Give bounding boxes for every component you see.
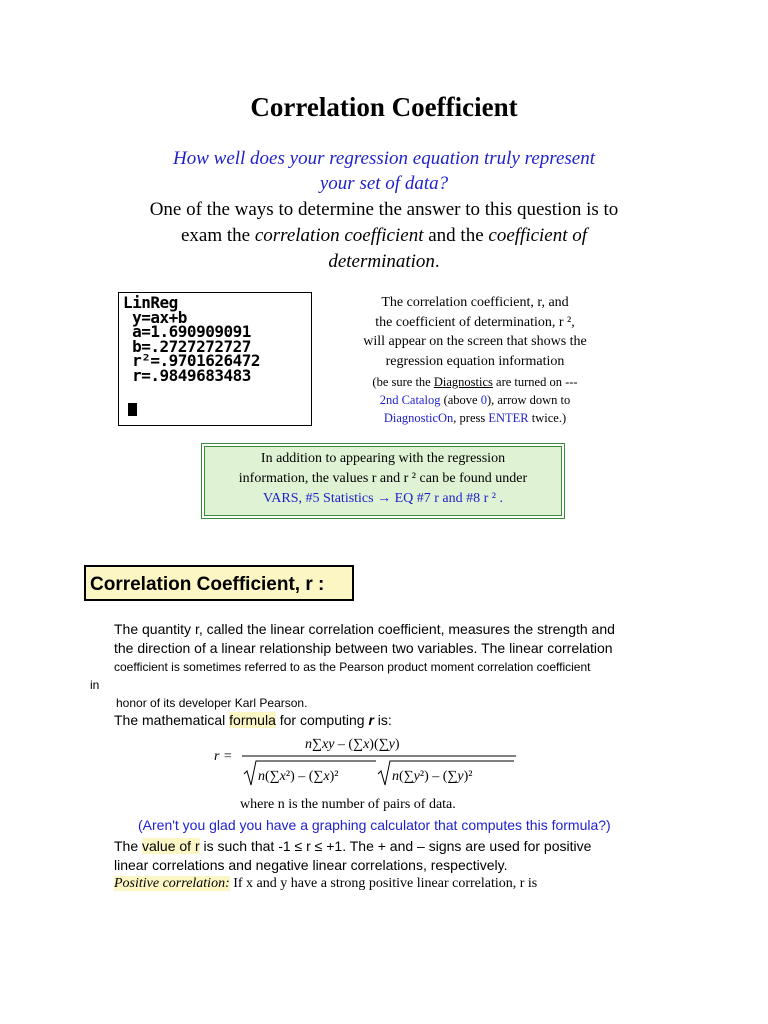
value-range-paragraph: The value of r is such that -1 ≤ r ≤ +1. The + and – signs are used for positive linear correlations and negative linear correlations, respectively. (114, 838, 592, 873)
para-in: in (90, 678, 100, 692)
side-note: The correlation coefficient, r, and the coefficient of determination, r ², will appear on the screen that shows the regression equation information (363, 295, 587, 369)
svg-text:n(∑x²) – (∑x)²: n(∑x²) – (∑x)² (258, 769, 339, 784)
question-line-2: your set of data? (319, 173, 449, 194)
where-line: where n is the number of pairs of data. (240, 797, 456, 812)
vars-tip-box: In addition to appearing with the regression information, the values r and r ² can be found under VARS, #5 Statistics → EQ #7 r and #8 r ² . (204, 446, 562, 516)
calculator-screen (118, 292, 312, 426)
correlation-formula (210, 730, 530, 792)
svg-text:r =: r = (214, 749, 233, 764)
section-heading: Correlation Coefficient, r : (84, 565, 354, 601)
cursor-block-icon (128, 403, 137, 416)
calculator-remark: (Aren't you glad you have a graphing calculator that computes this formula?) (138, 817, 611, 833)
intro-line-3: determination. (328, 251, 440, 272)
intro-paragraph (0, 197, 768, 275)
page-title: Correlation Coefficient (250, 92, 518, 122)
definition-paragraph: The quantity r, called the linear correlation coefficient, measures the strength and the direction of a linear relationship between two variables. The linear correlation coefficient is sometimes referred to as the Pearson product moment correlation coefficient (114, 621, 615, 674)
formula-intro: The mathematical formula for computing r is: (114, 712, 392, 728)
guiding-question (0, 146, 768, 196)
para-line-4: honor of its developer Karl Pearson. (116, 696, 308, 710)
intro-line-2: exam the correlation coefficient and the coefficient of (180, 225, 588, 246)
positive-correlation-line: Positive correlation: If x and y have a strong positive linear correlation, r is (114, 876, 538, 891)
svg-text:n(∑y²) – (∑y)²: n(∑y²) – (∑y)² (392, 769, 473, 784)
diagnostics-note: (be sure the Diagnostics are turned on --- 2nd Catalog (above 0), arrow down to DiagnosticOn, press ENTER twice.) (372, 375, 578, 425)
svg-text:n∑xy – (∑x)(∑y): n∑xy – (∑x)(∑y) (305, 737, 400, 752)
intro-line-1: One of the ways to determine the answer to this question is to (149, 199, 619, 220)
question-line-1: How well does your regression equation truly represent (173, 148, 595, 169)
calculator-output: LinReg y=ax+b a=1.690909091 b=.2727272727 r²=.9701626472 r=.9849683483 (123, 293, 260, 385)
